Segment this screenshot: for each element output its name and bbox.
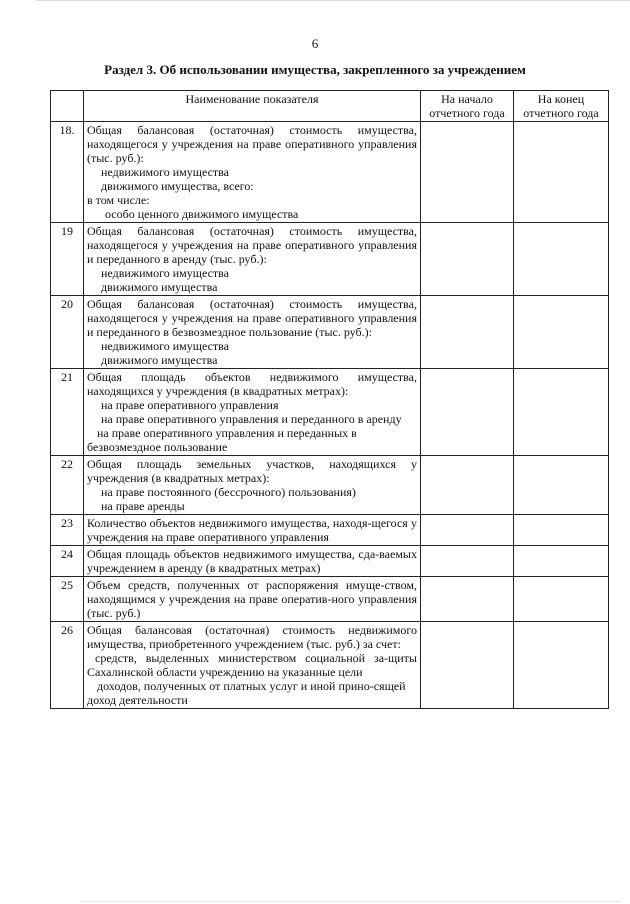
table-row	[51, 369, 609, 456]
value-start	[421, 296, 514, 369]
row-title: Общая балансовая (остаточная) стоимость недвижимого имущества, приобретенного учреждением (тыс. руб.) за счет:	[87, 623, 417, 651]
row-item: недвижимого имущества	[101, 339, 229, 353]
row-description	[84, 223, 421, 296]
value-end	[514, 456, 609, 515]
row-number: 19	[51, 223, 84, 296]
scan-edge-top	[36, 0, 630, 1]
table-header-row	[51, 91, 609, 122]
row-title: Общая балансовая (остаточная) стоимость имущества, находящегося у учреждения на праве оперативного управления и переданного в аренду (тыс. руб.):	[87, 224, 417, 266]
header-start: На начало отчетного года	[421, 91, 514, 122]
row-number: 23	[51, 515, 84, 546]
row-title: Общая балансовая (остаточная) стоимость имущества, находящегося у учреждения на праве оперативного управления (тыс. руб.):	[87, 123, 417, 165]
value-end	[514, 622, 609, 709]
row-description	[84, 369, 421, 456]
value-start	[421, 122, 514, 223]
table-row	[51, 296, 609, 369]
indicators-table	[50, 90, 609, 709]
value-end	[514, 369, 609, 456]
row-number: 25	[51, 577, 84, 622]
row-item: недвижимого имущества	[101, 165, 229, 179]
row-item: недвижимого имущества	[101, 266, 229, 280]
row-description	[84, 577, 421, 622]
row-item: движимого имущества	[101, 280, 218, 294]
row-number: 20	[51, 296, 84, 369]
value-start	[421, 546, 514, 577]
value-start	[421, 577, 514, 622]
row-title: Общая площадь земельных участков, находящихся у учреждения (в квадратных метрах):	[87, 457, 417, 485]
row-title: Общая площадь объектов недвижимого имущества, находящихся у учреждения (в квадратных метрах):	[87, 370, 417, 398]
row-description	[84, 296, 421, 369]
row-number: 18.	[51, 122, 84, 223]
value-end	[514, 223, 609, 296]
value-start	[421, 223, 514, 296]
value-start	[421, 456, 514, 515]
row-item: на праве постоянного (бессрочного) пользования)	[101, 485, 356, 499]
row-number: 24	[51, 546, 84, 577]
table-row	[51, 223, 609, 296]
header-end: На конец отчетного года	[514, 91, 609, 122]
value-end	[514, 296, 609, 369]
value-end	[514, 577, 609, 622]
row-title: Количество объектов недвижимого имущества, находя-щегося у учреждения на праве оперативного управления	[87, 516, 417, 544]
row-title: Общая балансовая (остаточная) стоимость имущества, находящегося у учреждения на праве оперативного управления и переданного в безвозмездное пользование (тыс. руб.):	[87, 297, 417, 339]
table-row	[51, 515, 609, 546]
row-title: Объем средств, полученных от распоряжения имуще-ством, находящимся у учреждения на праве оператив-ного управления (тыс. руб.)	[87, 578, 417, 620]
row-description	[84, 546, 421, 577]
row-number: 26	[51, 622, 84, 709]
value-start	[421, 369, 514, 456]
table-row	[51, 577, 609, 622]
row-item: средств, выделенных министерством социальной за-щиты Сахалинской области учреждению на указанные цели	[87, 651, 417, 679]
page-number: 6	[311, 36, 319, 51]
value-end	[514, 546, 609, 577]
row-item: в том числе:	[87, 193, 150, 207]
header-name: Наименование показателя	[84, 91, 421, 122]
value-end	[514, 515, 609, 546]
row-number: 21	[51, 369, 84, 456]
table-row	[51, 546, 609, 577]
table-row	[51, 622, 609, 709]
header-num	[51, 91, 84, 122]
row-item: на праве оперативного управления и переданного в аренду	[101, 412, 402, 426]
row-item: движимого имущества, всего:	[101, 179, 254, 193]
value-end	[514, 122, 609, 223]
table-row	[51, 456, 609, 515]
row-item: на праве оперативного управления	[101, 398, 279, 412]
value-start	[421, 622, 514, 709]
value-start	[421, 515, 514, 546]
row-title: Общая площадь объектов недвижимого имущества, сда-ваемых учреждением в аренду (в квадратных метрах)	[87, 547, 417, 575]
row-description	[84, 122, 421, 223]
row-item: доходов, полученных от платных услуг и иной прино-сящей доход деятельности	[87, 679, 406, 707]
row-number: 22	[51, 456, 84, 515]
scan-edge-bottom	[80, 901, 620, 902]
row-item: особо ценного движимого имущества	[105, 207, 299, 221]
row-description	[84, 515, 421, 546]
row-description	[84, 456, 421, 515]
row-item: на праве оперативного управления и переданных в безвозмездное пользование	[87, 426, 357, 454]
row-item: движимого имущества	[101, 353, 218, 367]
section-title: Раздел 3. Об использовании имущества, закрепленного за учреждением	[104, 62, 526, 77]
table-row	[51, 122, 609, 223]
row-description	[84, 622, 421, 709]
row-item: на праве аренды	[101, 499, 185, 513]
